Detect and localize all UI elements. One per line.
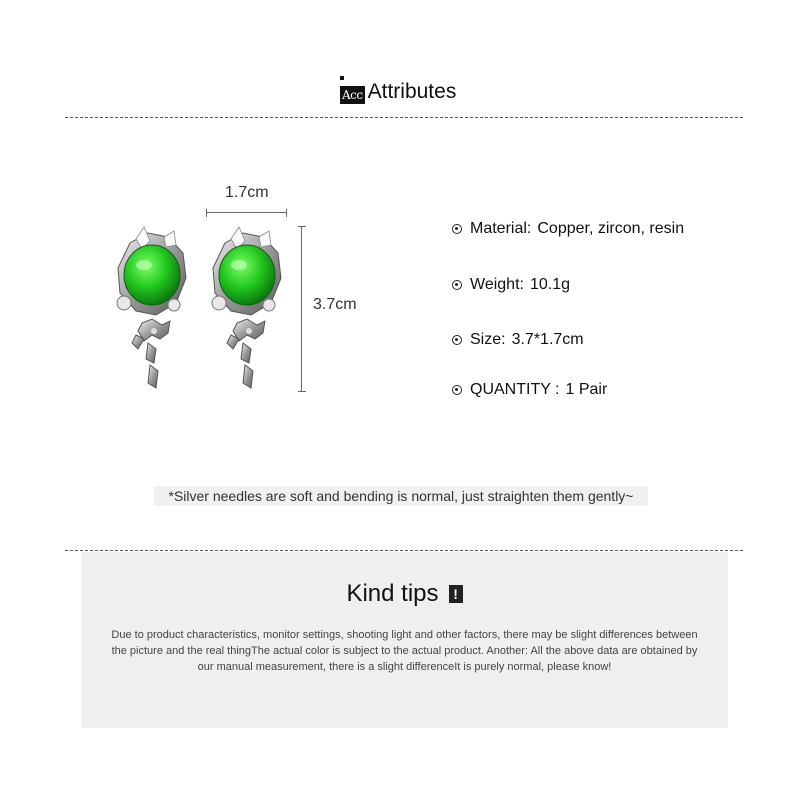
bullet-icon <box>452 335 462 345</box>
spec-label: Size: <box>470 331 506 348</box>
dimension-width-label: 1.7cm <box>225 184 269 201</box>
spec-label: Material: <box>470 220 532 237</box>
spec-value: 3.7*1.7cm <box>511 331 584 348</box>
spec-weight <box>452 276 570 294</box>
section-header <box>340 76 456 108</box>
tips-body: Due to product characteristics, monitor settings, shooting light and other factors, there may be slight differences between the picture and the real thingThe actual color is subject to the actual product. Another: All the above data are obtained by our manual measurement, there is a slight differenceIt is purely normal, please know! <box>111 629 698 673</box>
spec-label: Weight: <box>470 276 524 293</box>
spec-label: QUANTITY : <box>470 381 560 398</box>
care-note: *Silver needles are soft and bending is normal, just straighten them gently~ <box>154 486 648 506</box>
dimension-height-line <box>301 226 302 392</box>
earrings-image <box>100 215 300 400</box>
divider-bottom <box>65 550 743 551</box>
dimension-width-line <box>206 212 287 213</box>
spec-quantity <box>452 381 607 399</box>
dimension-height-label: 3.7cm <box>313 296 357 313</box>
tips-panel <box>81 552 728 728</box>
bullet-icon <box>452 385 462 395</box>
spec-material <box>452 220 684 238</box>
tips-heading <box>81 580 728 608</box>
tips-title: Kind tips <box>346 580 439 607</box>
spec-value: Copper, zircon, resin <box>537 220 685 237</box>
bullet-icon <box>452 224 462 234</box>
divider-top <box>65 117 743 118</box>
spec-size <box>452 331 584 349</box>
exclamation-icon: ! <box>449 585 463 603</box>
spec-value: 1 Pair <box>565 381 608 398</box>
spec-value: 10.1g <box>529 276 570 293</box>
bullet-icon <box>452 280 462 290</box>
header-badge: Acc <box>342 88 363 102</box>
header-title: Attributes <box>367 80 457 103</box>
decor-dot <box>340 76 344 80</box>
